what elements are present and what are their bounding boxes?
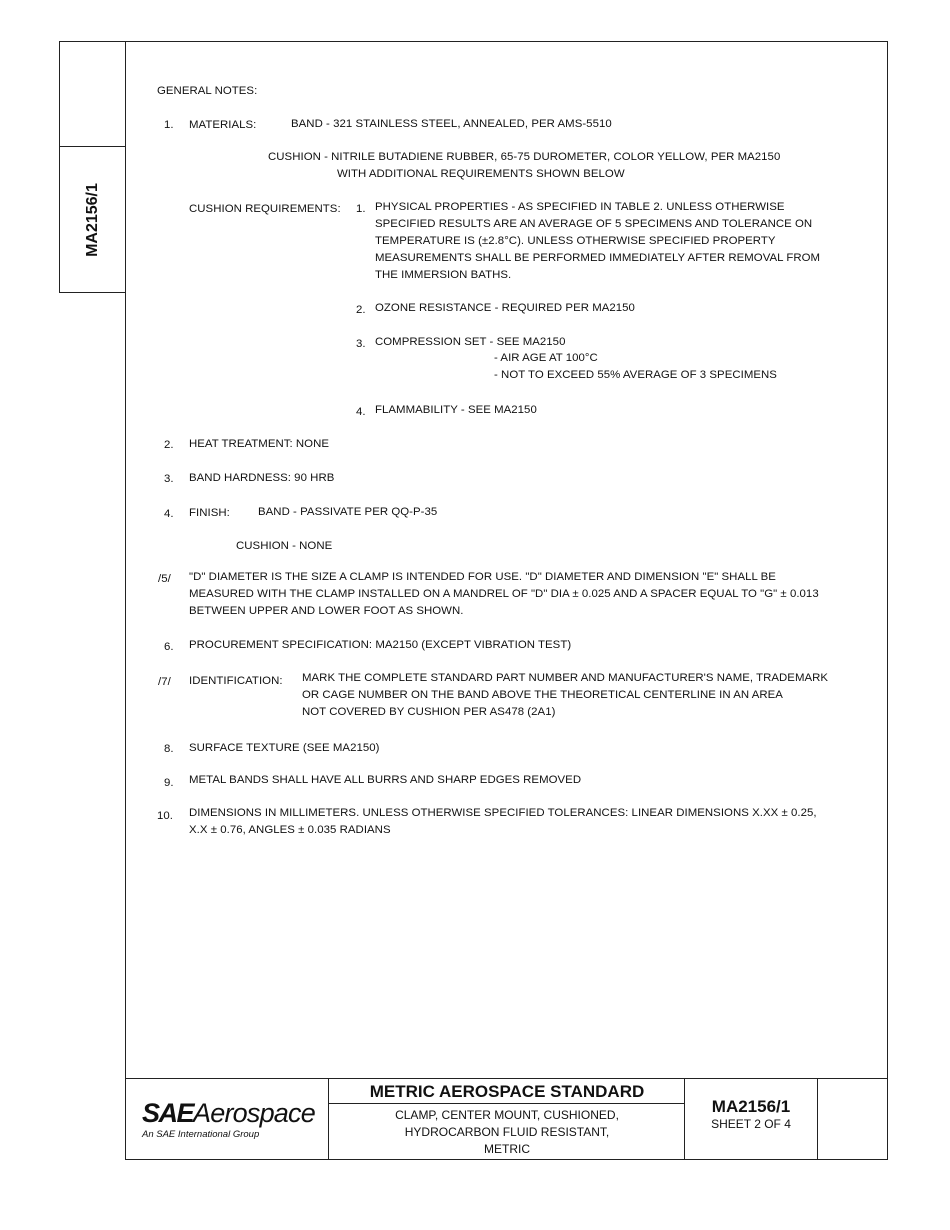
note-10-line: DIMENSIONS IN MILLIMETERS. UNLESS OTHERWISE SPECIFIED TOLERANCES: LINEAR DIMENSIONS X.XX ± 0.25, <box>189 807 817 819</box>
note-1-label: MATERIALS: <box>189 119 257 131</box>
title-block-divider-1 <box>328 1078 329 1160</box>
note-6-number: 6. <box>164 641 174 653</box>
note-1-cushion-line-2: WITH ADDITIONAL REQUIREMENTS SHOWN BELOW <box>337 168 625 180</box>
note-7-number: /7/ <box>158 676 171 688</box>
sae-aerospace-logo <box>142 1098 315 1129</box>
note-7-line: MARK THE COMPLETE STANDARD PART NUMBER AND MANUFACTURER'S NAME, TRADEMARK <box>302 672 829 684</box>
note-1-band: BAND - 321 STAINLESS STEEL, ANNEALED, PER AMS-5510 <box>291 118 612 130</box>
note-2-number: 2. <box>164 439 174 451</box>
note-10-number: 10. <box>157 810 173 822</box>
note-1-cushion-line-1: CUSHION - NITRILE BUTADIENE RUBBER, 65-75 DUROMETER, COLOR YELLOW, PER MA2150 <box>268 151 781 163</box>
note-2-text: HEAT TREATMENT: NONE <box>189 438 330 450</box>
req-3-sub-2: - NOT TO EXCEED 55% AVERAGE OF 3 SPECIMENS <box>494 369 777 381</box>
req-3-number: 3. <box>356 338 366 350</box>
note-3-number: 3. <box>164 473 174 485</box>
note-9-number: 9. <box>164 777 174 789</box>
req-1-line: PHYSICAL PROPERTIES - AS SPECIFIED IN TABLE 2. UNLESS OTHERWISE <box>375 201 785 213</box>
req-2-text: OZONE RESISTANCE - REQUIRED PER MA2150 <box>375 302 635 314</box>
req-1-number: 1. <box>356 203 366 215</box>
note-7-line: OR CAGE NUMBER ON THE BAND ABOVE THE THEORETICAL CENTERLINE IN AN AREA <box>302 689 783 701</box>
note-5-number: /5/ <box>158 573 171 585</box>
note-5-line: "D" DIAMETER IS THE SIZE A CLAMP IS INTENDED FOR USE. "D" DIAMETER AND DIMENSION "E" SHALL BE <box>189 571 776 583</box>
req-3-sub-1: - AIR AGE AT 100°C <box>494 352 598 364</box>
note-6-text: PROCUREMENT SPECIFICATION: MA2150 (EXCEPT VIBRATION TEST) <box>189 639 572 651</box>
req-3-text: COMPRESSION SET - SEE MA2150 <box>375 336 566 348</box>
part-description-line: HYDROCARBON FLUID RESISTANT, <box>404 1125 610 1139</box>
part-description-line: CLAMP, CENTER MOUNT, CUSHIONED, <box>395 1108 619 1122</box>
note-1-number: 1. <box>164 119 174 131</box>
req-4-text: FLAMMABILITY - SEE MA2150 <box>375 404 537 416</box>
note-8-text: SURFACE TEXTURE (SEE MA2150) <box>189 742 380 754</box>
note-8-number: 8. <box>164 743 174 755</box>
note-4-cushion: CUSHION - NONE <box>236 540 333 552</box>
req-1-line: TEMPERATURE IS (±2.8°C). UNLESS OTHERWISE SPECIFIED PROPERTY <box>375 235 776 247</box>
req-1-line: THE IMMERSION BATHS. <box>375 269 512 281</box>
note-3-text: BAND HARDNESS: 90 HRB <box>189 472 335 484</box>
title-block-divider-3 <box>817 1078 818 1160</box>
req-2-number: 2. <box>356 304 366 316</box>
sheet-number: SHEET 2 OF 4 <box>711 1117 791 1131</box>
note-4-band: BAND - PASSIVATE PER QQ-P-35 <box>258 506 438 518</box>
note-10-line: X.X ± 0.76, ANGLES ± 0.035 RADIANS <box>189 824 391 836</box>
note-5-line: MEASURED WITH THE CLAMP INSTALLED ON A MANDREL OF "D" DIA ± 0.025 AND A SPACER EQUAL TO "G" ± 0.013 <box>189 588 819 600</box>
note-7-line: NOT COVERED BY CUSHION PER AS478 (2A1) <box>302 706 556 718</box>
req-4-number: 4. <box>356 406 366 418</box>
note-4-number: 4. <box>164 508 174 520</box>
side-tab-code: MA2156/1 <box>83 183 101 257</box>
document-number: MA2156/1 <box>711 1097 791 1116</box>
side-tab-divider <box>59 146 126 147</box>
logo-subtitle: An SAE International Group <box>142 1129 260 1140</box>
standard-title: METRIC AEROSPACE STANDARD <box>369 1082 645 1101</box>
note-7-label: IDENTIFICATION: <box>189 675 283 687</box>
cushion-requirements-label: CUSHION REQUIREMENTS: <box>189 203 341 215</box>
notes-heading: GENERAL NOTES: <box>157 85 258 97</box>
req-1-line: SPECIFIED RESULTS ARE AN AVERAGE OF 5 SPECIMENS AND TOLERANCE ON <box>375 218 813 230</box>
title-block-divider-2 <box>684 1078 685 1160</box>
part-description <box>330 1107 684 1158</box>
req-1-line: MEASUREMENTS SHALL BE PERFORMED IMMEDIATELY AFTER REMOVAL FROM <box>375 252 821 264</box>
logo-sae-mark: SAE <box>142 1098 194 1128</box>
title-block-title-underline <box>328 1103 684 1104</box>
note-5-line: BETWEEN UPPER AND LOWER FOOT AS SHOWN. <box>189 605 464 617</box>
logo-aerospace-wordmark: Aerospace <box>193 1098 315 1128</box>
note-9-text: METAL BANDS SHALL HAVE ALL BURRS AND SHARP EDGES REMOVED <box>189 774 582 786</box>
title-block-top-line <box>125 1078 888 1079</box>
note-4-label: FINISH: <box>189 507 230 519</box>
part-description-line: METRIC <box>484 1142 530 1156</box>
